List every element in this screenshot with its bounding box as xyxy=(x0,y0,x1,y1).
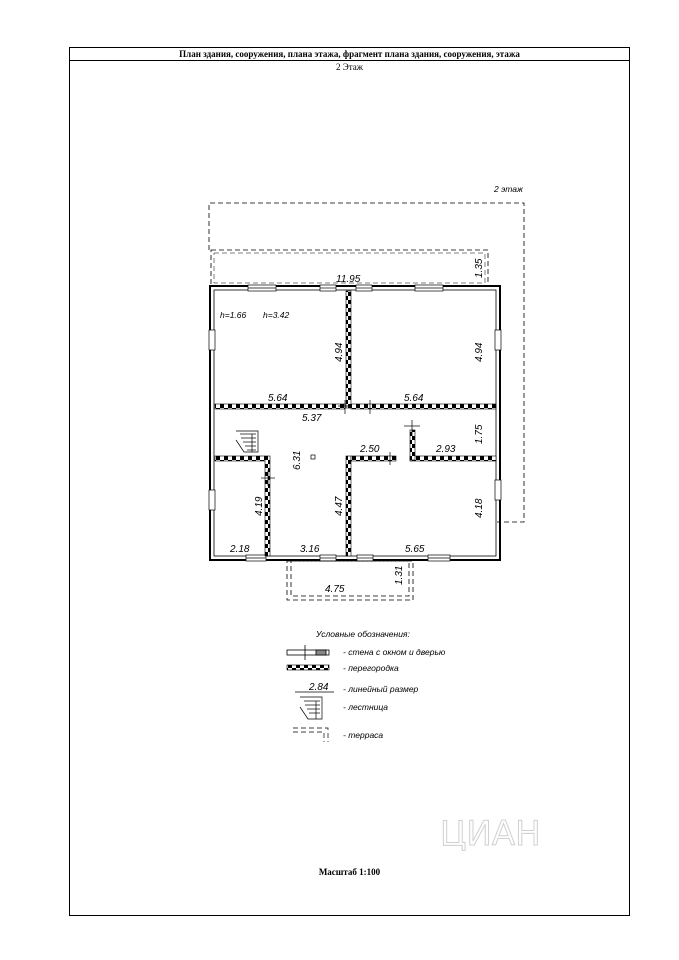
legend-symbol-stairs xyxy=(300,697,322,719)
dim-hall-width: 5.37 xyxy=(302,413,322,424)
dim-terrace-width: 4.75 xyxy=(325,584,345,595)
dim-right-room-width: 5.64 xyxy=(404,393,424,404)
floor-subtitle: 2 Этаж xyxy=(336,62,363,72)
legend-symbol-terrace xyxy=(293,728,328,742)
dim-left-lower-height: 4.19 xyxy=(254,496,265,516)
dim-hall-height: 6.31 xyxy=(292,450,303,470)
legend-symbol-wall xyxy=(287,645,329,660)
dim-bottom-right-width: 5.65 xyxy=(405,544,425,555)
height-label-1: h=1.66 xyxy=(220,310,247,320)
side-windows xyxy=(209,330,501,510)
drawing-title: План здания, сооружения, плана этажа, фрагмент плана здания, сооружения, этажа xyxy=(70,48,629,61)
dim-right-room-height: 4.94 xyxy=(474,342,485,362)
outer-walls xyxy=(210,286,500,560)
legend xyxy=(287,629,446,742)
legend-item-terrace: - терраса xyxy=(343,730,384,740)
second-floor-label: 2 этаж xyxy=(494,184,523,194)
dim-small-room-height: 1.75 xyxy=(474,424,485,444)
legend-symbol-partition xyxy=(287,665,329,670)
dim-corridor-width: 2.50 xyxy=(360,444,380,455)
watermark: ЦИАН xyxy=(440,814,541,854)
scale-label: Масштаб 1:100 xyxy=(318,867,381,877)
legend-item-dimension: - линейный размер xyxy=(343,684,419,694)
legend-item-partition: - перегородка xyxy=(343,663,399,673)
legend-title: Условные обозначения: xyxy=(316,629,410,639)
dim-small-room-width: 2.93 xyxy=(436,444,456,455)
dim-right-lower-height: 4.18 xyxy=(474,498,485,518)
dim-left-room-height: 4.94 xyxy=(334,342,345,362)
legend-item-stairs: - лестница xyxy=(343,702,389,712)
height-label-2: h=3.42 xyxy=(263,310,290,320)
legend-item-wall: - стена с окном и дверью xyxy=(343,647,446,657)
dim-left-room-width: 5.64 xyxy=(268,393,288,404)
dim-bottom-mid-width: 3.16 xyxy=(300,544,320,555)
dim-terrace-depth: 1.31 xyxy=(394,565,405,585)
dim-balcony-depth: 1.35 xyxy=(474,258,485,278)
dim-bottom-left-width: 2.18 xyxy=(230,544,250,555)
dim-top-width: 11.95 xyxy=(336,274,361,285)
door-marks xyxy=(261,400,420,486)
dim-mid-lower-height: 4.47 xyxy=(334,496,345,516)
legend-dimension-value: 2.84 xyxy=(309,682,329,693)
stairs-icon xyxy=(236,431,258,452)
